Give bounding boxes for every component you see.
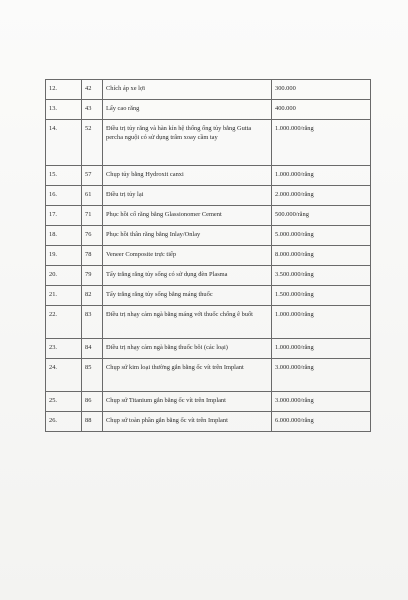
table-row (46, 286, 371, 306)
service-code: 83 (82, 306, 103, 339)
service-name: Chích áp xe lợi (103, 80, 272, 100)
service-price: 2.000.000/răng (272, 186, 371, 206)
service-code: 78 (82, 246, 103, 266)
row-number: 24. (46, 359, 82, 392)
service-price: 400.000 (272, 100, 371, 120)
row-number: 19. (46, 246, 82, 266)
service-code: 52 (82, 120, 103, 166)
service-price: 1.000.000/răng (272, 166, 371, 186)
service-name: Điều trị nhạy cảm ngà bằng thuốc bôi (các loại) (103, 339, 272, 359)
service-code: 86 (82, 392, 103, 412)
service-price: 1.500.000/răng (272, 286, 371, 306)
service-name: Điều trị nhạy cảm ngà bằng máng với thuốc chống ê buốt (103, 306, 272, 339)
service-price: 6.000.000/răng (272, 412, 371, 432)
row-number: 23. (46, 339, 82, 359)
row-number: 16. (46, 186, 82, 206)
table-row (46, 266, 371, 286)
service-price: 3.500.000/răng (272, 266, 371, 286)
service-code: 79 (82, 266, 103, 286)
service-price: 3.000.000/răng (272, 359, 371, 392)
service-code: 84 (82, 339, 103, 359)
row-number: 25. (46, 392, 82, 412)
table-row (46, 206, 371, 226)
table-row (46, 166, 371, 186)
service-name: Tẩy trắng răng tủy sống có sử dụng đèn Plasma (103, 266, 272, 286)
service-price: 8.000.000/răng (272, 246, 371, 266)
fee-table (45, 79, 371, 432)
row-number: 18. (46, 226, 82, 246)
service-code: 82 (82, 286, 103, 306)
table-row (46, 392, 371, 412)
table-row (46, 186, 371, 206)
service-name: Chụp sứ Titanium gắn bằng ốc vít trên Implant (103, 392, 272, 412)
row-number: 13. (46, 100, 82, 120)
service-code: 61 (82, 186, 103, 206)
table-row (46, 359, 371, 392)
service-code: 71 (82, 206, 103, 226)
table-row (46, 100, 371, 120)
table-row (46, 120, 371, 166)
service-name: Tẩy trắng răng tủy sống bằng máng thuốc (103, 286, 272, 306)
row-number: 22. (46, 306, 82, 339)
table-row (46, 80, 371, 100)
service-name: Chụp tủy bằng Hydroxit canxi (103, 166, 272, 186)
service-price: 1.000.000/răng (272, 120, 371, 166)
service-name: Điều trị tủy răng và hàn kín hệ thống ống tủy bằng Gutta percha nguội có sử dụng trâm xoay cầm tay (103, 120, 272, 166)
service-name: Chụp sứ kim loại thường gắn bằng ốc vít trên Implant (103, 359, 272, 392)
service-name: Chụp sứ toàn phần gắn bằng ốc vít trên Implant (103, 412, 272, 432)
service-price: 1.000.000/răng (272, 339, 371, 359)
service-name: Phục hồi cổ răng bằng Glassionomer Cement (103, 206, 272, 226)
service-price: 3.000.000/răng (272, 392, 371, 412)
service-price: 500.000/răng (272, 206, 371, 226)
table-row (46, 412, 371, 432)
row-number: 26. (46, 412, 82, 432)
service-code: 42 (82, 80, 103, 100)
service-price: 5.000.000/răng (272, 226, 371, 246)
table-row (46, 339, 371, 359)
row-number: 14. (46, 120, 82, 166)
service-price: 1.000.000/răng (272, 306, 371, 339)
service-name: Lấy cao răng (103, 100, 272, 120)
service-name: Veneer Composite trực tiếp (103, 246, 272, 266)
service-price: 300.000 (272, 80, 371, 100)
table-row (46, 306, 371, 339)
service-code: 88 (82, 412, 103, 432)
row-number: 21. (46, 286, 82, 306)
service-code: 85 (82, 359, 103, 392)
row-number: 17. (46, 206, 82, 226)
service-name: Phục hồi thân răng bằng Inlay/Onlay (103, 226, 272, 246)
row-number: 20. (46, 266, 82, 286)
service-code: 76 (82, 226, 103, 246)
row-number: 12. (46, 80, 82, 100)
service-code: 43 (82, 100, 103, 120)
table-row (46, 246, 371, 266)
table-row (46, 226, 371, 246)
row-number: 15. (46, 166, 82, 186)
service-name: Điều trị tủy lại (103, 186, 272, 206)
service-code: 57 (82, 166, 103, 186)
